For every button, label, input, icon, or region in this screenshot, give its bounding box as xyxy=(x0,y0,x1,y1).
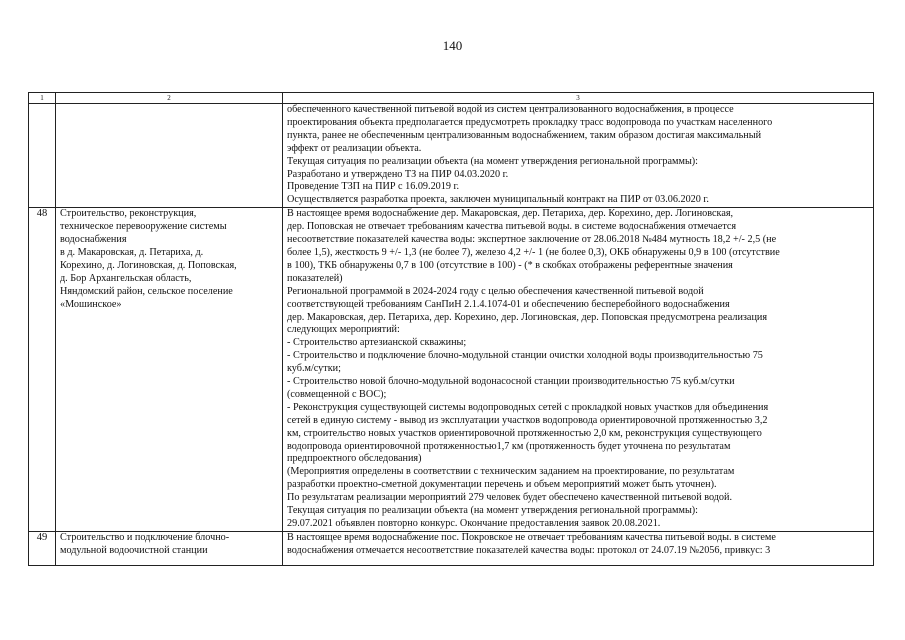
object-name-cell xyxy=(56,208,283,532)
description-line: км, строительство новых участков ориентировочной протяженностью 2,0 км, реконструкция существующего xyxy=(287,427,762,439)
description-line: соответствующей требованиям СанПиН 2.1.4.1074-01 и обеспечению бесперебойного водоснабжения xyxy=(287,298,730,310)
object-name-line: Няндомский район, сельское поселение xyxy=(60,285,233,297)
description-line: дер. Поповская не отвечает требованиям качества питьевой воды. в системе водоснабжения отмечается xyxy=(287,221,737,233)
object-name-line: в д. Макаровская, д. Петариха, д. xyxy=(60,246,204,258)
description-line: несоответствие показателей качества воды: экспертное заключение от 28.06.2018 №484 мутность 18,2 +/- 2,5 (не xyxy=(287,234,777,246)
header-row xyxy=(29,93,874,104)
description-line: По результатам реализации мероприятий 279 человек будет обеспечено качественной питьевой водой. xyxy=(287,492,733,504)
description-line: обеспеченного качественной питьевой водой из систем централизованного водоснабжения, в процессе xyxy=(287,104,734,115)
description-line: (совмещенной с ВОС); xyxy=(287,388,387,400)
description-line: - Реконструкция существующей системы водопроводных сетей с прокладкой новых участков для объединения xyxy=(287,401,769,413)
row-number xyxy=(29,104,56,208)
page-number: 140 xyxy=(442,38,463,53)
description-line: - Строительство артезианской скважины; xyxy=(287,337,467,349)
description-line: более 1,5), жесткость 9 +/- 1,3 (не более 7), железо 4,2 +/- 1 (не более 0,3), ОКБ обнаружены 0,9 в 100 (отсутствие xyxy=(287,246,780,258)
column-header: 3 xyxy=(283,93,874,104)
description-line: Текущая ситуация по реализации объекта (на момент утверждения региональной программы): xyxy=(287,155,699,167)
description-line: пункта, ранее не обеспеченным централизованным водоснабжением, таким образом достигая максимальный xyxy=(287,129,762,141)
description-line: - Строительство новой блочно-модульной водонасосной станции производительностью 75 куб.м/сутки xyxy=(287,376,735,388)
row-number: 49 xyxy=(29,531,56,565)
description-line: следующих мероприятий: xyxy=(287,324,400,336)
object-name-line: «Мошинское» xyxy=(60,298,122,310)
description-line: куб.м/сутки; xyxy=(287,363,341,375)
description-line: показателей) xyxy=(287,272,343,284)
description-cell xyxy=(283,531,874,565)
description-cell xyxy=(283,104,874,208)
description-line: разработки проектно-сметной документации перечень и объем мероприятий может быть уточнен). xyxy=(287,479,717,491)
description-line: Текущая ситуация по реализации объекта (на момент утверждения региональной программы): xyxy=(287,505,699,517)
description-line: Проведение ТЗП на ПИР с 16.09.2019 г. xyxy=(287,181,460,193)
description-line: Разработано и утверждено ТЗ на ПИР 04.03.2020 г. xyxy=(287,168,509,180)
object-name-line: Строительство и подключение блочно- xyxy=(60,531,230,543)
description-line: предпроектного обследования) xyxy=(287,453,422,465)
object-name-line: Строительство, реконструкция, xyxy=(60,208,197,220)
description-line: 29.07.2021 объявлен повторно конкурс. Окончание предоставления заявок 20.08.2021. xyxy=(287,518,661,529)
description-line: Осуществляется разработка проекта, заключен муниципальный контракт на ПИР от 03.06.2020 г. xyxy=(287,194,709,206)
description-line: Региональной программой в 2024-2024 году с целью обеспечения качественной питьевой водой xyxy=(287,285,704,297)
description-line: - Строительство и подключение блочно-модульной станции очистки холодной воды производительностью 75 xyxy=(287,350,763,362)
description-line: (Мероприятия определены в соответствии с техническим заданием на проектирование, по результатам xyxy=(287,466,735,478)
object-name-line: водоснабжения xyxy=(60,234,127,246)
column-header: 1 xyxy=(29,93,56,104)
object-name-line: д. Бор Архангельская область, xyxy=(60,272,192,284)
description-line: сетей в единую систему - вывод из эксплуатации участков водопровода ориентировочной протяженностью 3,2 xyxy=(287,414,768,426)
description-line: эффект от реализации объекта. xyxy=(287,142,422,154)
object-name-line: техническое перевооружение системы xyxy=(60,221,227,233)
description-cell xyxy=(283,208,874,532)
description-line: водоснабжения отмечается несоответствие показателей качества воды: протокол от 24.07.19 №2056, привкус: 3 xyxy=(287,544,771,556)
object-name-cell xyxy=(56,531,283,565)
object-name-line: Корехино, д. Логиновская, д. Поповская, xyxy=(60,259,237,271)
description-line: водопровода ориентировочной протяженностью1,7 км (протяженность будет уточнена по результатам xyxy=(287,440,731,452)
object-name-line: модульной водоочистной станции xyxy=(60,544,208,556)
program-table xyxy=(28,92,874,566)
description-line: В настоящее время водоснабжение дер. Макаровская, дер. Петариха, дер. Корехино, дер. Логиновская, xyxy=(287,208,734,220)
table-row xyxy=(29,208,874,532)
description-line: В настоящее время водоснабжение пос. Покровское не отвечает требованиям качества питьевой воды. в системе xyxy=(287,531,776,543)
table-row xyxy=(29,104,874,208)
object-name-cell xyxy=(56,104,283,208)
description-line: проектирования объекта предполагается предусмотреть прокладку трасс водопровода по участкам населенного xyxy=(287,116,773,128)
description-line: дер. Макаровская, дер. Петариха, дер. Корехино, дер. Логиновская, дер. Поповская предусмотрена реализация xyxy=(287,311,768,323)
table-row xyxy=(29,531,874,565)
description-line: в 100), ТКБ обнаружены 0,7 в 100 (отсутствие в 100) - (* в скобках отображены референтные значения xyxy=(287,259,733,271)
column-header: 2 xyxy=(56,93,283,104)
row-number: 48 xyxy=(29,208,56,532)
